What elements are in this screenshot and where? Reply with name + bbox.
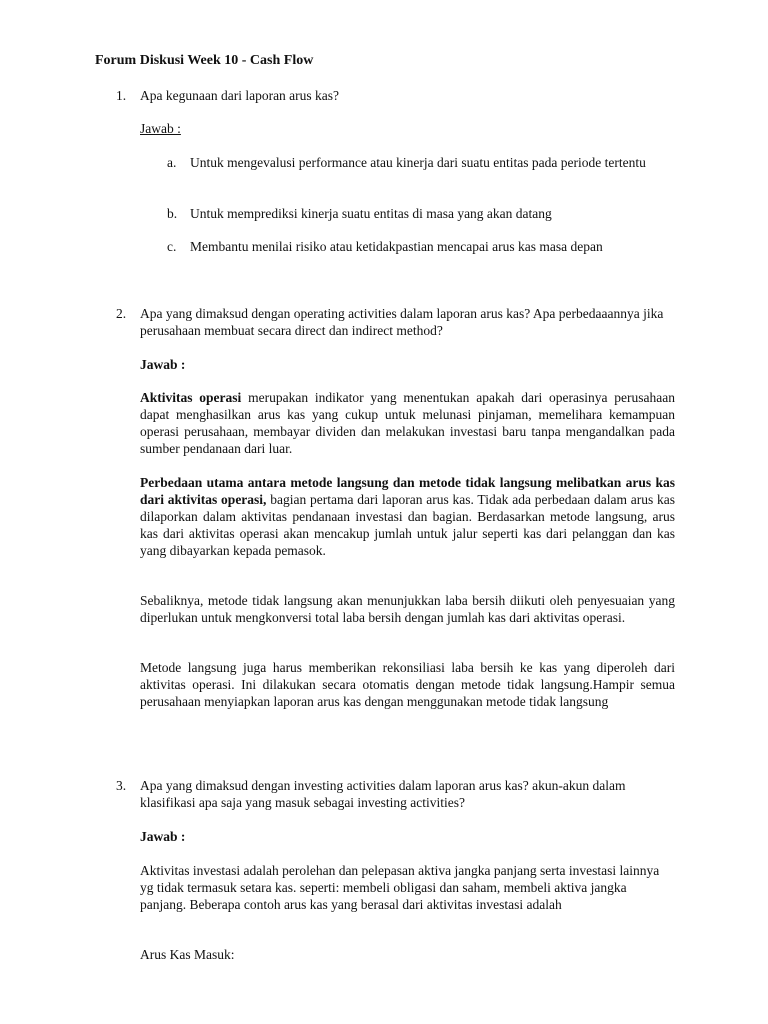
answer-1b-text: Untuk memprediksi kinerja suatu entitas di masa yang akan datang [190,206,552,221]
question-2-text: Apa yang dimaksud dengan operating activities dalam laporan arus kas? Apa perbedaaannya jika perusahaan membuat secara direct dan indirect method? [140,306,664,338]
question-1-text: Apa kegunaan dari laporan arus kas? [140,88,340,103]
question-2-paragraph-4: Metode langsung juga harus memberikan rekonsiliasi laba bersih ke kas yang diperoleh dari aktivitas operasi. Ini dilakukan secara otomatis dengan metode tidak langsung.Hampir semua perusahaan menyiapkan laporan arus kas dengan menggunakan metode tidak langsung [140,660,675,709]
question-2-paragraph-1 [140,389,675,457]
question-1-answer-label: Jawab : [140,121,181,136]
question-3-answer-label: Jawab : [140,829,186,844]
answer-1c-marker: c. [167,239,177,254]
question-3-paragraph-2: Arus Kas Masuk: [140,947,235,962]
term-aktivitas-operasi: Aktivitas operasi [140,390,242,405]
question-2-paragraph-3: Sebaliknya, metode tidak langsung akan menunjukkan laba bersih diikuti oleh penyesuaian yang diperlukan untuk mengkonversi total laba bersih dengan jumlah kas dari aktivitas operasi. [140,593,675,625]
question-3-paragraph-1: Aktivitas investasi adalah perolehan dan pelepasan aktiva jangka panjang serta investasi lainnya yg tidak termasuk setara kas. seperti: membeli obligasi dan saham, membeli aktiva jangka panjang. Beberapa contoh arus kas yang berasal dari aktivitas investasi adalah [140,863,660,912]
document-title: Forum Diskusi Week 10 - Cash Flow [95,53,314,68]
answer-1c-text: Membantu menilai risiko atau ketidakpastian mencapai arus kas masa depan [190,239,603,254]
question-1-number: 1. [116,88,127,103]
question-2-answer-label: Jawab : [140,357,186,372]
answer-1b-marker: b. [167,206,178,221]
question-3-text: Apa yang dimaksud dengan investing activities dalam laporan arus kas? akun-akun dalam klasifikasi apa saja yang masuk sebagai investing activities? [140,778,626,810]
bold-lead-sentence: Perbedaan utama antara metode langsung dan metode tidak langsung melibatkan arus kas dari aktivitas operasi, [140,475,675,507]
paragraph-2-text: bagian pertama dari laporan arus kas. Tidak ada perbedaan dalam arus kas dilaporkan dalam aktivitas pendanaan investasi dan bagian. Berdasarkan metode langsung, arus kas dari aktivitas operasi akan mencakup jumlah untuk jalur seperti kas dari pelanggan dan kas yang dibayarkan kepada pemasok. [140,492,675,558]
question-2-paragraph-2 [140,474,675,559]
paragraph-1-text: merupakan indikator yang menentukan apakah dari operasinya perusahaan dapat menghasilkan arus kas yang cukup untuk melunasi pinjaman, memelihara kemampuan operasi perusahaan, membayar dividen dan melakukan investasi baru tanpa mengandalkan pada sumber pendanaan dari luar. [140,390,675,456]
answer-1a-marker: a. [167,155,177,170]
question-2-number: 2. [116,306,127,321]
question-3-number: 3. [116,778,127,793]
answer-1a-text: Untuk mengevalusi performance atau kinerja dari suatu entitas pada periode tertentu [190,155,646,170]
